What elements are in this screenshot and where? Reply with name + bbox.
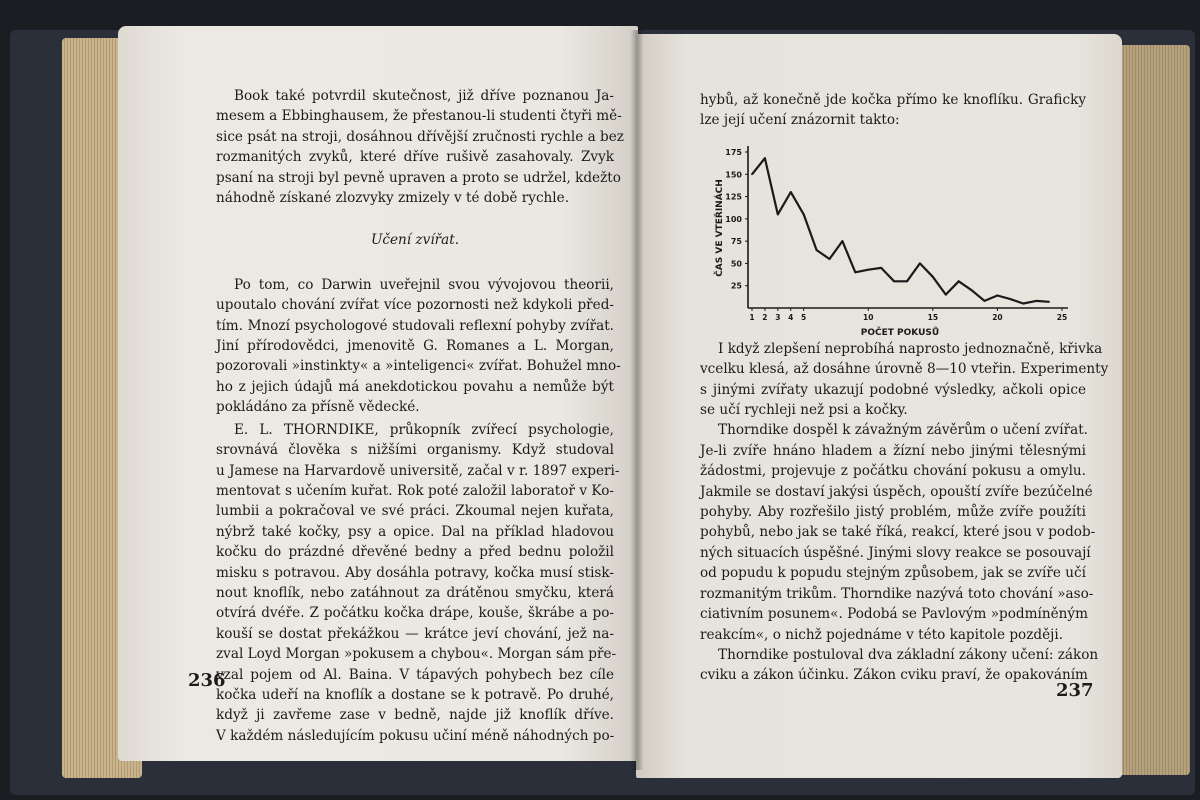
text-line: cviku a zákon účinku. Zákon cviku praví, že opakováním <box>700 667 1088 684</box>
text-line: misku s potravou. Aby dosáhla potravy, kočka musí stisk- <box>216 564 614 581</box>
data-point <box>1035 300 1037 302</box>
paragraph <box>216 86 624 208</box>
data-point <box>1009 298 1011 300</box>
left-page <box>118 26 638 761</box>
text-line: pohybů, nebo jak se také říká, reakcí, které jsou v podob- <box>700 524 1096 541</box>
text-line: zval Loyd Morgan »pokusem a chybou«. Morgan sám pře- <box>216 646 617 663</box>
x-tick-label: 10 <box>863 313 874 322</box>
text-line: pozorovali »instinkty« a »inteligenci« zvířat. Bohužel mno- <box>216 358 621 375</box>
data-point <box>932 276 934 278</box>
data-point <box>867 269 869 271</box>
text-line: rozmanitým trikům. Thorndike nazývá toto chování »aso- <box>700 585 1094 602</box>
text-line: Po tom, co Darwin uveřejnil svou vývojovou theorii, <box>234 276 614 293</box>
x-tick-label: 25 <box>1056 313 1068 322</box>
data-point <box>777 214 779 216</box>
x-tick-label: 15 <box>927 313 939 322</box>
page-number: 236 <box>188 670 226 691</box>
text-line: vcelku klesá, až dosáhne úrovně 8—10 vteřin. Experimenty <box>700 361 1109 378</box>
data-point <box>984 300 986 302</box>
text-line: rozmanitých zvyků, které dříve rušivě zasahovaly. Zvyk <box>216 149 614 166</box>
text-line: se učí rychleji než psi a kočky. <box>700 402 908 419</box>
text-line: Thorndike dospěl k závažným závěrům o učení zvířat. <box>718 422 1088 439</box>
text-line: ných situacích úspěšné. Jinými slovy reakce se posouvají <box>700 544 1091 561</box>
text-line: nýbrž také kočky, psy a opice. Dal na příklad hladovou <box>216 523 614 540</box>
x-tick-label: 1 <box>749 313 755 322</box>
text-line: žádostmi, projevuje z počátku chování pokusu a omylu. <box>700 463 1086 480</box>
text-line: Thorndike postuloval dva základní zákony učení: zákon <box>718 646 1099 663</box>
text-line: srovnává člověka s nižšími organismy. Když studoval <box>216 442 614 459</box>
data-point <box>854 271 856 273</box>
x-tick-label: 5 <box>801 313 807 322</box>
y-tick-label: 75 <box>730 237 742 247</box>
text-line: kočku do prázdné dřevěné bedny a před bednu položil <box>216 544 614 561</box>
right-page <box>636 34 1122 778</box>
text-line: Jiní přírodovědci, jmenovitě G. Romanes a L. Morgan, <box>216 338 614 355</box>
text-line: nout knoflík, nebo zatáhnout za drátěnou smyčku, která <box>216 584 614 601</box>
data-point <box>816 249 818 251</box>
paragraph <box>700 645 1099 686</box>
text-line: kouší se dostat překážkou — krátce jeví chování, jež na- <box>216 625 614 642</box>
text-line: kočka udeří na knoflík a dostane se k potravě. Po druhé, <box>216 686 614 703</box>
data-point <box>906 280 908 282</box>
text-line: hybů, až konečně jde kočka přímo ke knoflíku. Graficky <box>700 92 1086 108</box>
data-point <box>945 294 947 296</box>
text-line: pohyby. Aby rozřešilo jistý problém, může zvíře použíti <box>700 504 1086 521</box>
data-point <box>997 295 999 297</box>
section-heading: Učení zvířat. <box>370 232 460 249</box>
data-point <box>829 258 831 260</box>
x-tick-label: 4 <box>788 313 794 322</box>
text-line: mentovat s učením kuřat. Rok poté založil laboratoř v Ko- <box>216 482 614 499</box>
text-line: V každém následujícím pokusu učiní méně náhodných po- <box>216 727 615 744</box>
text-line: vzal pojem od Al. Baina. V tápavých pohybech bez cíle <box>216 666 614 683</box>
data-point <box>958 280 960 282</box>
data-point <box>842 240 844 242</box>
text-line: Book také potvrdil skutečnost, již dříve poznanou Ja- <box>234 88 614 104</box>
text-line: s jinými zvířaty ukazují podobné výsledky, ačkoli opice <box>700 381 1086 398</box>
text-line: I když zlepšení neprobíhá naprosto jednoznačně, křivka <box>718 340 1103 357</box>
text-line: reakcím«, o nichž pojednáme v této kapitole později. <box>700 626 1064 643</box>
text-line: ho z jejich údajů má anekdotickou povahu a nemůže být <box>216 378 614 395</box>
y-tick-label: 25 <box>730 281 742 291</box>
text-line: náhodně získané zlozvyky zmizely v té době rychle. <box>216 190 570 207</box>
text-line: lze její učení znázornit takto: <box>700 112 900 129</box>
y-tick-label: 125 <box>725 192 742 202</box>
data-point <box>1048 301 1050 303</box>
text-line: pokládáno za přísně vědecké. <box>216 399 420 416</box>
x-tick-label: 20 <box>992 313 1003 322</box>
text-line: mesem a Ebbinghausem, že přestanou-li studenti čtyři mě- <box>216 108 622 125</box>
y-axis-label: ČAS VE VTEŘINÁCH <box>715 179 725 277</box>
data-point <box>893 280 895 282</box>
learning-curve-chart <box>712 138 1088 354</box>
data-point <box>803 214 805 216</box>
paragraph <box>216 275 621 418</box>
learning-curve-line <box>752 158 1049 303</box>
y-tick-label: 175 <box>725 148 742 157</box>
text-line: ciativním posunem«. Podobá se Pavlovým »podmíněným <box>700 606 1088 623</box>
text-line: tím. Mnozí psychologové studovali reflexní pohyby zvířat. <box>216 317 614 334</box>
paragraph <box>700 420 1096 644</box>
x-tick-label: 2 <box>762 313 768 322</box>
paragraph <box>216 420 620 747</box>
paragraph <box>700 90 1086 131</box>
y-tick-label: 150 <box>725 170 742 180</box>
data-point <box>764 157 766 159</box>
text-line: E. L. THORNDIKE, průkopník zvířecí psychologie, <box>234 421 614 438</box>
page-number: 237 <box>1056 680 1094 701</box>
x-axis-label: POČET POKUSŮ <box>860 328 940 338</box>
text-line: upoutalo chování zvířat více pozornosti než kdykoli před- <box>216 297 614 314</box>
text-line: psaní na stroji byl pevně upraven a proto se udržel, kdežto <box>216 169 621 186</box>
data-point <box>790 191 792 193</box>
text-line: lumbii a pokračoval ve své práci. Zkoumal nejen kuřata, <box>216 503 614 520</box>
text-line: otvírá dvéře. Z počátku kočka drápe, kouše, škrábe a po- <box>216 605 614 622</box>
data-point <box>919 263 921 265</box>
data-point <box>751 173 753 175</box>
x-tick-label: 3 <box>775 313 781 322</box>
left-page-text <box>216 86 624 746</box>
text-line: u Jamese na Harvardově universitě, začal v r. 1897 experi- <box>216 462 620 479</box>
text-line: od popudu k popudu stejným způsobem, jak se zvíře učí <box>700 565 1086 582</box>
y-tick-label: 100 <box>725 214 742 224</box>
text-line: sice psát na stroji, dosáhnou dřívější zručnosti rychle a bez <box>216 128 624 145</box>
text-line: Jakmile se dostaví jakýsi úspěch, opouští zvíře bezúčelné <box>700 483 1093 500</box>
data-point <box>971 289 973 291</box>
text-line: když ji zavřeme zase v bedně, najde již knoflík dříve. <box>216 707 614 724</box>
text-line: Je-li zvíře hnáno hladem a žízní nebo jinými tělesnými <box>700 442 1086 459</box>
data-point <box>880 267 882 269</box>
data-point <box>1022 303 1024 305</box>
book-gutter <box>630 30 644 770</box>
y-tick-label: 50 <box>730 259 742 269</box>
